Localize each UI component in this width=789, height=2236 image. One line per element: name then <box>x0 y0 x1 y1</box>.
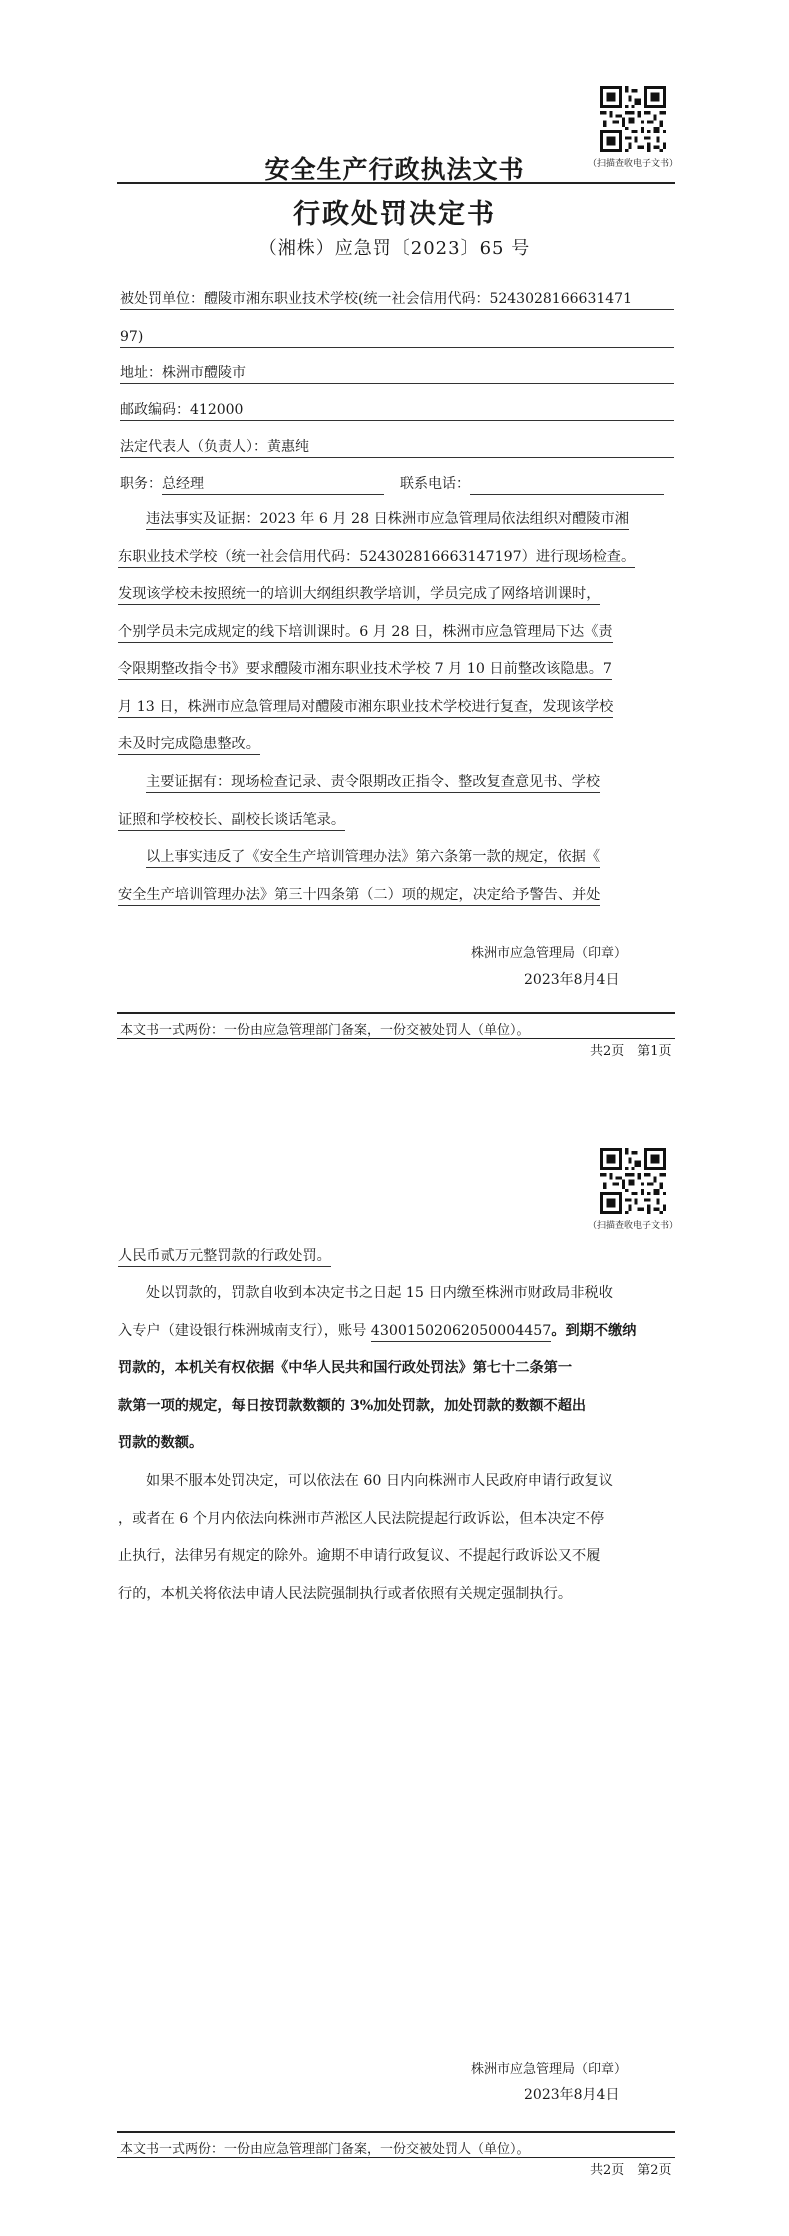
document-number: （湘株）应急罚〔2023〕65 号 <box>258 238 531 259</box>
title-divider <box>117 182 675 184</box>
payment-line-part: 入专户（建设银行株洲城南支行），账号 <box>118 1322 371 1339</box>
penalized-unit-value-cont: 97) <box>120 327 674 348</box>
payment-paragraph <box>118 1275 674 1463</box>
issue-date: 2023年8月4日 <box>524 2087 620 2103</box>
address-value: 株洲市醴陵市 <box>162 365 246 381</box>
facts-line: 东职业技术学校（统一社会信用代码：524302816663147197）进行现场检查。 <box>118 549 635 568</box>
appeal-line: ，或者在 6 个月内依法向株洲市芦淞区人民法院提起行政诉讼，但本决定不停 <box>118 1510 605 1527</box>
decision-continuation <box>118 1238 674 1276</box>
payment-line: 处以罚款的，罚款自收到本决定书之日起 15 日内缴至株洲市财政局非税收 <box>146 1285 613 1301</box>
late-penalty-line: 罚款的数额。 <box>118 1435 204 1451</box>
appeal-line: 行的，本机关将依法申请人民法院强制执行或者依照有关规定强制执行。 <box>118 1585 573 1602</box>
postcode-label: 邮政编码： <box>120 402 190 418</box>
issuing-authority: 株洲市应急管理局（印章） <box>471 2062 628 2077</box>
position-phone-field <box>120 474 674 495</box>
issuing-authority: 株洲市应急管理局（印章） <box>471 946 628 961</box>
facts-line: 个别学员未完成规定的线下培训课时。6 月 28 日，株洲市应急管理局下达《责 <box>118 624 613 643</box>
phone-value <box>470 474 664 495</box>
facts-line: 未及时完成隐患整改。 <box>118 736 260 755</box>
legal-rep-value: 黄惠纯 <box>267 439 309 455</box>
qr-caption: （扫描查收电子文书） <box>587 1221 678 1231</box>
legal-rep-field <box>120 437 674 458</box>
page-2 <box>0 1118 789 2236</box>
appeal-line: 止执行，法律另有规定的除外。逾期不申请行政复议、不提起行政诉讼又不履 <box>118 1548 601 1564</box>
document-title: 行政处罚决定书 <box>293 199 496 230</box>
document-category-title: 安全生产行政执法文书 <box>264 155 525 184</box>
appeal-paragraph <box>118 1463 674 1613</box>
legal-rep-label: 法定代表人（负责人）： <box>120 439 267 455</box>
page-number: 共2页 第2页 <box>590 2163 672 2178</box>
address-label: 地址： <box>120 365 162 381</box>
phone-label: 联系电话： <box>400 476 470 492</box>
late-penalty-line: 款第一项的规定，每日按罚款数额的 3%加处罚款，加处罚款的数额不超出 <box>118 1397 587 1414</box>
decision-line: 安全生产培训管理办法》第三十四条第（二）项的规定，决定给予警告、并处 <box>118 887 600 906</box>
facts-line: 发现该学校未按照统一的培训大纲组织教学培训，学员完成了网络培训课时， <box>118 586 600 605</box>
evidence-line: 证照和学校校长、副校长谈话笔录。 <box>118 812 345 831</box>
facts-line: 令限期整改指令书》要求醴陵市湘东职业技术学校 7 月 10 日前整改该隐患。7 <box>118 661 612 680</box>
account-number: 43001502062050004457 <box>371 1323 552 1342</box>
footer-divider-top <box>117 2131 675 2133</box>
postcode-field <box>120 400 674 421</box>
payment-line-part: 。到期不缴纳 <box>551 1322 637 1339</box>
decision-continuation-line: 人民币贰万元整罚款的行政处罚。 <box>118 1248 331 1267</box>
evidence-paragraph <box>118 764 674 839</box>
decision-line: 以上事实违反了《安全生产培训管理办法》第六条第一款的规定，依据《 <box>146 849 600 868</box>
penalized-unit-field <box>120 289 674 348</box>
penalized-unit-value: 醴陵市湘东职业技术学校(统一社会信用代码：5243028166631471 <box>204 291 632 307</box>
position-value: 总经理 <box>162 474 384 495</box>
facts-line: 违法事实及证据：2023 年 6 月 28 日株洲市应急管理局依法组织对醴陵市湘 <box>146 511 629 530</box>
appeal-line: 如果不服本处罚决定，可以依法在 60 日内向株洲市人民政府申请行政复议 <box>146 1473 613 1489</box>
late-penalty-line: 罚款的，本机关有权依据《中华人民共和国行政处罚法》第七十二条第一 <box>118 1360 573 1376</box>
penalized-unit-label: 被处罚单位： <box>120 291 204 307</box>
violation-facts-paragraph <box>118 501 674 764</box>
footer-divider-top <box>117 1012 675 1014</box>
facts-line: 月 13 日，株洲市应急管理局对醴陵市湘东职业技术学校进行复查，发现该学校 <box>118 699 613 718</box>
qr-block <box>578 1148 688 1231</box>
postcode-value: 412000 <box>190 402 244 418</box>
position-label: 职务： <box>120 476 162 492</box>
page-number: 共2页 第1页 <box>590 1044 672 1059</box>
footer-note: 本文书一式两份：一份由应急管理部门备案，一份交被处罚人（单位）。 <box>120 2142 530 2157</box>
footer-note: 本文书一式两份：一份由应急管理部门备案，一份交被处罚人（单位）。 <box>120 1023 530 1038</box>
issue-date: 2023年8月4日 <box>524 972 620 988</box>
qr-code-icon[interactable] <box>600 1148 666 1214</box>
evidence-line: 主要证据有：现场检查记录、责令限期改正指令、整改复查意见书、学校 <box>146 774 600 793</box>
qr-caption: （扫描查收电子文书） <box>587 159 678 169</box>
address-field <box>120 363 674 384</box>
footer-divider-bottom <box>117 1038 675 1039</box>
qr-code-icon[interactable] <box>600 86 666 152</box>
footer-divider-bottom <box>117 2157 675 2158</box>
decision-paragraph <box>118 839 674 914</box>
